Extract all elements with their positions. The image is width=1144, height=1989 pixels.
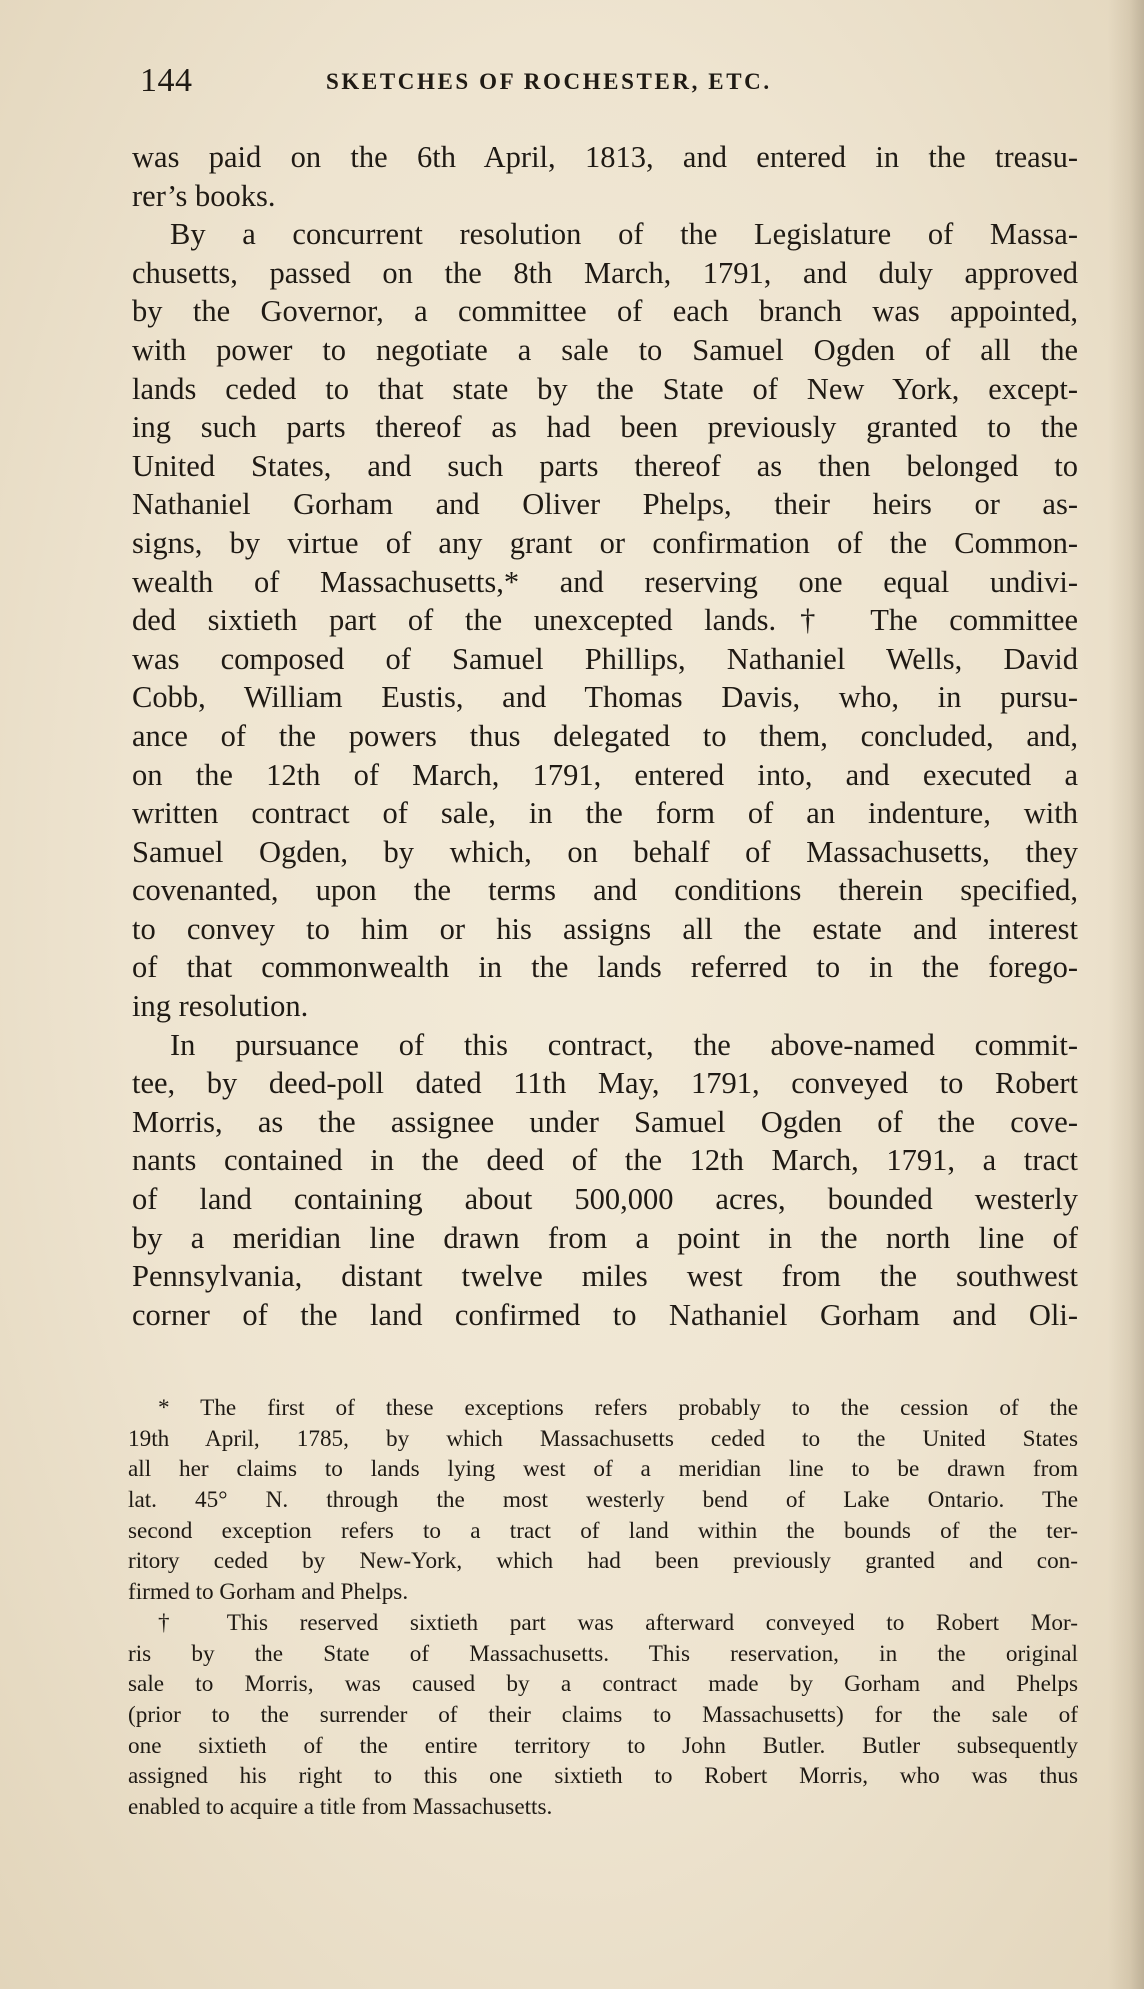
body-line: of that commonwealth in the lands referred to in the forego- [132,950,1078,985]
footnote-line: one sixtieth of the entire territory to John Butler. Butler subsequently [128,1732,1078,1759]
body-line: chusetts, passed on the 8th March, 1791, and duly approved [132,255,1078,290]
footnote-line: all her claims to lands lying west of a meridian line to be drawn from [128,1456,1078,1483]
page-header [140,58,1080,104]
body-line: ing such parts thereof as had been previously granted to the [132,410,1078,445]
body-line: ded sixtieth part of the unexcepted lands.† The committee [132,603,1078,638]
body-line: was paid on the 6th April, 1813, and entered in the treasu- [132,140,1078,174]
body-line: ance of the powers thus delegated to them, concluded, and, [132,718,1078,753]
body-line: on the 12th of March, 1791, entered into, and executed a [132,757,1078,792]
body-line: rer’s books. [132,178,276,213]
footnote-line: 19th April, 1785, by which Massachusetts ceded to the United States [128,1425,1078,1452]
body-line: By a concurrent resolution of the Legislature of Massa- [170,217,1078,252]
footnote-line: ris by the State of Massachusetts. This reservation, in the original [128,1640,1078,1667]
running-head: SKETCHES OF ROCHESTER, ETC. [326,69,772,94]
body-line: Pennsylvania, distant twelve miles west from the southwest [132,1259,1078,1294]
footnote-line: enabled to acquire a title from Massachusetts. [128,1793,553,1820]
body-line: wealth of Massachusetts,* and reserving one equal undivi- [132,564,1078,599]
body-line: covenanted, upon the terms and conditions therein specified, [132,873,1078,908]
body-line: signs, by virtue of any grant or confirmation of the Common- [132,525,1078,560]
body-line: United States, and such parts thereof as then belonged to [132,448,1078,483]
body-line: Cobb, William Eustis, and Thomas Davis, who, in pursu- [132,680,1078,715]
body-line: lands ceded to that state by the State of New York, except- [132,371,1078,406]
body-line: ing resolution. [132,989,309,1024]
footnote-line: † This reserved sixtieth part was afterward conveyed to Robert Mor- [158,1609,1078,1636]
body-line: corner of the land confirmed to Nathaniel Gorham and Oli- [132,1297,1078,1332]
footnote-line: firmed to Gorham and Phelps. [128,1579,409,1606]
footnote-line: assigned his right to this one sixtieth to Robert Morris, who was thus [128,1763,1078,1790]
body-line: Morris, as the assignee under Samuel Ogden of the cove- [132,1104,1078,1139]
body-line: was composed of Samuel Phillips, Nathaniel Wells, David [132,641,1078,676]
body-line: nants contained in the deed of the 12th March, 1791, a tract [132,1143,1078,1178]
footnote-line: lat. 45° N. through the most westerly bend of Lake Ontario. The [128,1487,1078,1514]
body-line: by a meridian line drawn from a point in the north line of [132,1220,1078,1255]
footnote-line: sale to Morris, was caused by a contract made by Gorham and Phelps [128,1671,1078,1698]
body-line: written contract of sale, in the form of an indenture, with [132,796,1078,831]
footnotes [128,1393,1078,1823]
body-line: Samuel Ogden, by which, on behalf of Massachusetts, they [132,834,1078,869]
page-number: 144 [140,62,193,99]
body-line: with power to negotiate a sale to Samuel Ogden of all the [132,332,1078,367]
body-line: tee, by deed-poll dated 11th May, 1791, conveyed to Robert [132,1066,1078,1101]
footnote-line: second exception refers to a tract of land within the bounds of the ter- [128,1517,1078,1544]
body-line: by the Governor, a committee of each branch was appointed, [132,294,1078,329]
page-edge-shadow [1108,0,1144,1989]
body-line: to convey to him or his assigns all the estate and interest [132,911,1078,946]
footnote-line: * The first of these exceptions refers probably to the cession of the [158,1395,1078,1421]
body-line: Nathaniel Gorham and Oliver Phelps, their heirs or as- [132,487,1078,522]
footnote-line: ritory ceded by New-York, which had been previously granted and con- [128,1548,1078,1575]
body-line: In pursuance of this contract, the above-named commit- [170,1027,1078,1062]
body-line: of land containing about 500,000 acres, bounded westerly [132,1182,1078,1217]
body-text [132,138,1078,1334]
footnote-line: (prior to the surrender of their claims to Massachusetts) for the sale of [128,1701,1078,1728]
